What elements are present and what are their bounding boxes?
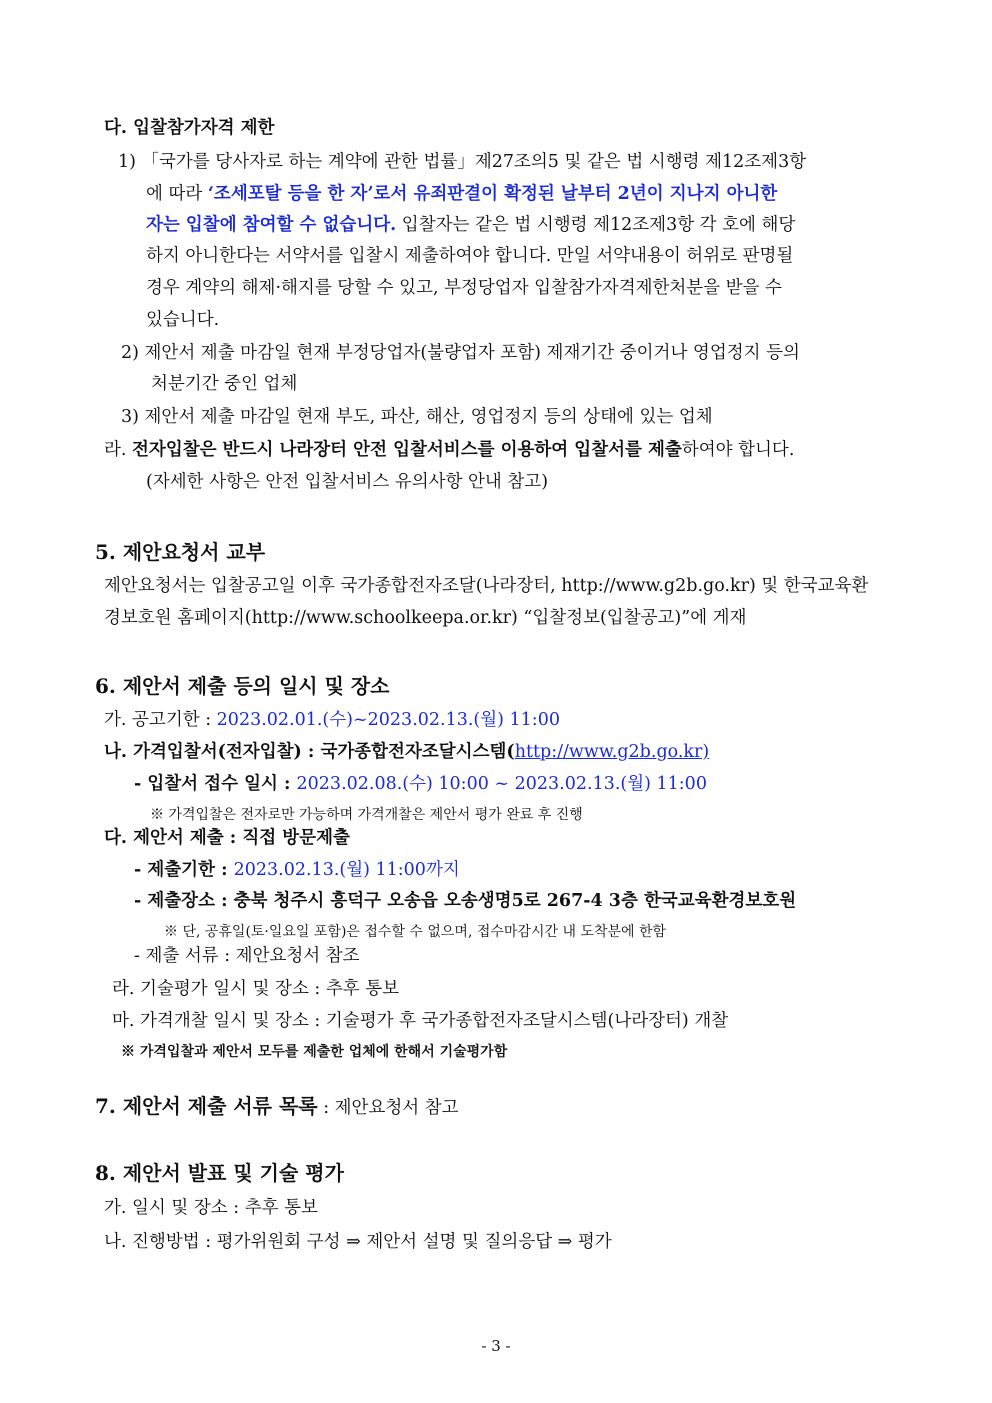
s6-da-deadline: - 제출기한 : 2023.02.13.(월) 11:00까지: [134, 860, 460, 880]
item3-line: 3) 제안서 제출 마감일 현재 부도, 파산, 해산, 영업정지 등의 상태에 있는 업체: [121, 407, 713, 427]
s6-note: ※ 가격입찰과 제안서 모두를 제출한 업체에 한해서 기술평가함: [121, 1044, 508, 1060]
item1-line3: 자는 입찰에 참여할 수 없습니다. 입찰자는 같은 법 시행령 제12조제3항 각 호에 해당: [146, 215, 796, 235]
section7-line: 7. 제안서 제출 서류 목록 : 제안요청서 참고: [95, 1094, 459, 1118]
item2-line1: 2) 제안서 제출 마감일 현재 부정당업자(불량업자 포함) 제재기간 중이거나 영업정지 등의: [121, 343, 800, 363]
s6-na-line: 나. 가격입찰서(전자입찰) : 국가종합전자조달시스템(http://www.g2b.go.kr): [104, 742, 710, 762]
s6-ma-line: 마. 가격개찰 일시 및 장소 : 기술평가 후 국가종합전자조달시스템(나라장터) 개찰: [112, 1011, 729, 1031]
s8-na-line: 나. 진행방법 : 평가위원회 구성 ⇒ 제안서 설명 및 질의응답 ⇒ 평가: [104, 1232, 612, 1252]
section5-line2: 경보호원 홈페이지(http://www.schoolkeepa.or.kr) “입찰정보(입찰공고)”에 게재: [104, 608, 747, 628]
section-ra-line2: (자세한 사항은 안전 입찰서비스 유의사항 안내 참고): [146, 472, 549, 492]
s6-ra-line: 라. 기술평가 일시 및 장소 : 추후 통보: [112, 979, 400, 999]
s6-da-place: - 제출장소 : 충북 청주시 흥덕구 오송읍 오송생명5로 267-4 3층 한국교육환경보호원: [134, 891, 797, 911]
section5-line1: 제안요청서는 입찰공고일 이후 국가종합전자조달(나라장터, http://www.g2b.go.kr) 및 한국교육환: [104, 576, 869, 596]
s6-da-note: ※ 단, 공휴일(토·일요일 포함)은 접수할 수 없으며, 접수마감시간 내 도착분에 한함: [164, 924, 667, 940]
section-da-title: 다. 입찰참가자격 제한: [104, 118, 275, 138]
s8-ga-line: 가. 일시 및 장소 : 추후 통보: [104, 1198, 318, 1218]
s6-ga-line: 가. 공고기한 : 2023.02.01.(수)~2023.02.13.(월) 11:00: [104, 710, 560, 730]
section5-title: 5. 제안요청서 교부: [95, 540, 266, 564]
item1-line2: 에 따라 ‘조세포탈 등을 한 자’로서 유죄판결이 확정된 날부터 2년이 지나지 아니한: [146, 184, 778, 204]
s6-na-sub-line: - 입찰서 접수 일시 : 2023.02.08.(수) 10:00 ~ 2023.02.13.(월) 11:00: [134, 774, 707, 794]
s6-na-note: ※ 가격입찰은 전자로만 가능하며 가격개찰은 제안서 평가 완료 후 진행: [150, 807, 583, 823]
item1-line1: 1) 「국가를 당사자로 하는 계약에 관한 법률」제27조의5 및 같은 법 시행령 제12조제3항: [118, 152, 807, 172]
s6-da-docs: - 제출 서류 : 제안요청서 참조: [134, 946, 360, 966]
item1-line4: 하지 아니한다는 서약서를 입찰시 제출하여야 합니다. 만일 서약내용이 허위로 판명될: [146, 246, 794, 266]
item1-line5: 경우 계약의 해제·해지를 당할 수 있고, 부정당업자 입찰참가자격제한처분을 받을 수: [146, 278, 782, 298]
page-number: - 3 -: [481, 1337, 511, 1355]
item1-line6: 있습니다.: [146, 310, 220, 330]
section-ra-line1: 라. 전자입찰은 반드시 나라장터 안전 입찰서비스를 이용하여 입찰서를 제출하여야 합니다.: [104, 440, 795, 460]
g2b-link[interactable]: http://www.g2b.go.kr): [514, 742, 710, 762]
item2-line2: 처분기간 중인 업체: [151, 374, 298, 394]
section8-title: 8. 제안서 발표 및 기술 평가: [95, 1161, 344, 1185]
s6-da-title: 다. 제안서 제출 : 직접 방문제출: [104, 828, 350, 848]
section6-title: 6. 제안서 제출 등의 일시 및 장소: [95, 674, 390, 698]
